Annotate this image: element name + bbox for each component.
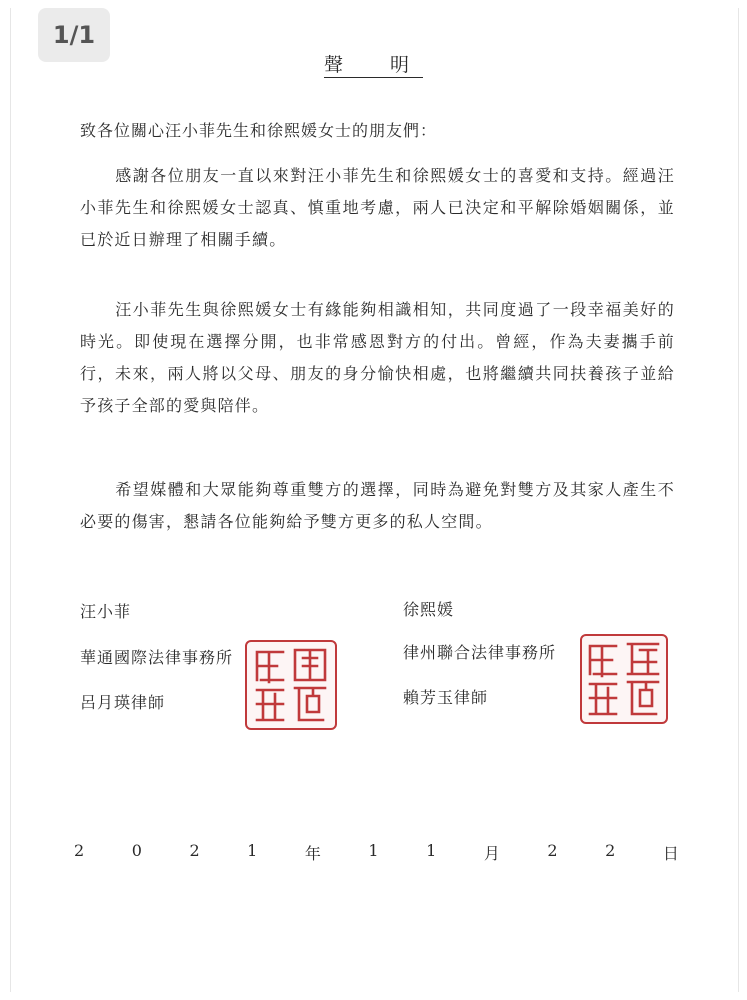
- left-law-firm: 華通國際法律事務所: [80, 648, 234, 667]
- date-char: 2: [547, 841, 558, 860]
- date-char: 2: [605, 841, 616, 860]
- seal-glyphs-right: [582, 636, 666, 722]
- salutation: 致各位關心汪小菲先生和徐熙媛女士的朋友們：: [80, 121, 438, 140]
- date-char: 0: [131, 841, 142, 860]
- right-law-firm: 律州聯合法律事務所: [403, 643, 557, 662]
- date-char: 年: [304, 844, 321, 863]
- paragraph-1: 感謝各位朋友一直以來對汪小菲先生和徐熙媛女士的喜愛和支持。經過汪小菲先生和徐熙媛女士認真、慎重地考慮，兩人已決定和平解除婚姻關係，並已於近日辦理了相關手續。: [80, 166, 675, 249]
- date-char: 日: [662, 844, 679, 863]
- paragraph-3: 希望媒體和大眾能夠尊重雙方的選擇，同時為避免對雙方及其家人產生不必要的傷害，懇請各位能夠給予雙方更多的私人空間。: [80, 480, 675, 531]
- document-date: [74, 841, 679, 864]
- document-title: 聲 明: [323, 54, 423, 76]
- left-signatory-name: 汪小菲: [80, 602, 132, 621]
- date-char: 月: [483, 844, 500, 863]
- paragraph-2: 汪小菲先生與徐熙媛女士有緣能夠相識相知，共同度過了一段幸福美好的時光。即使現在選擇分開，也非常感恩對方的付出。曾經，作為夫妻攜手前行，未來，兩人將以父母、朋友的身分愉快相處，也將繼續共同扶養孩子並給予孩子全部的愛與陪伴。: [80, 300, 675, 415]
- page-indicator: 1/1: [38, 8, 110, 62]
- left-lawyer: 呂月瑛律師: [80, 693, 166, 712]
- right-signatory-name: 徐熙媛: [403, 600, 455, 619]
- date-char: 2: [189, 841, 200, 860]
- lawyer-seal-stamp-right: [580, 634, 668, 724]
- right-lawyer: 賴芳玉律師: [403, 688, 489, 707]
- seal-glyphs-left: [247, 642, 335, 728]
- lawyer-seal-stamp-left: [245, 640, 337, 730]
- date-char: 1: [426, 841, 437, 860]
- date-char: 1: [368, 841, 379, 860]
- date-char: 2: [74, 841, 85, 860]
- date-char: 1: [247, 841, 258, 860]
